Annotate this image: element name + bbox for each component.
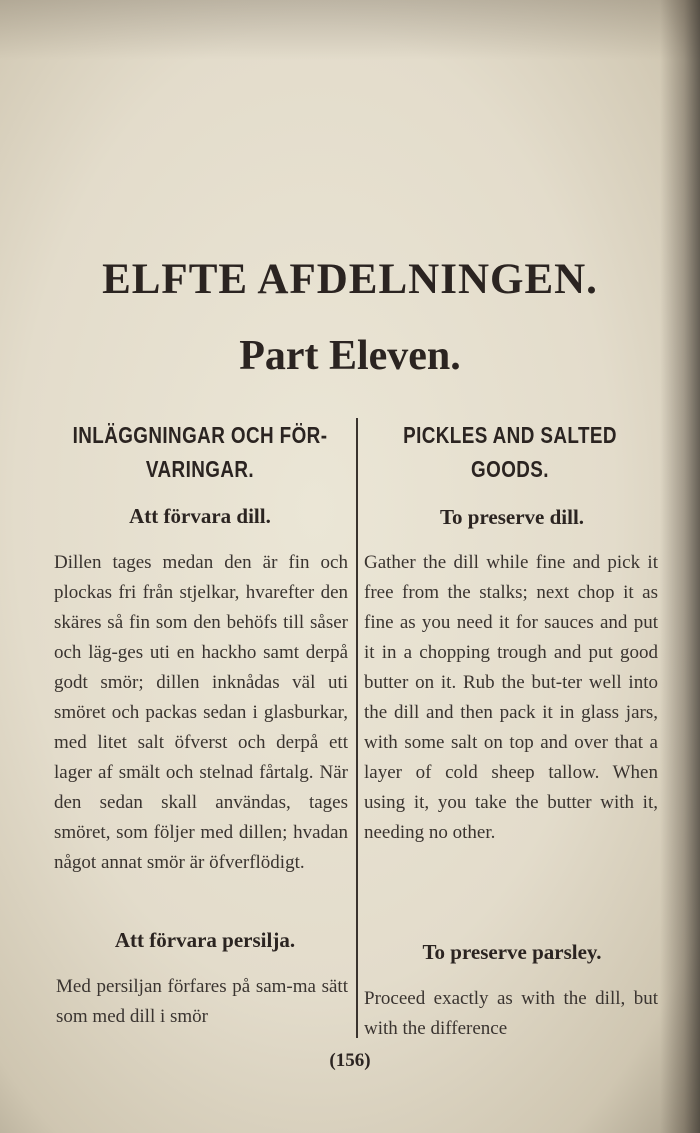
part-title-english: Part Eleven. (239, 333, 461, 379)
right-paragraph-parsley: Proceed exactly as with the dill, but with the difference (364, 988, 658, 1039)
left-paragraph-parsley: Med persiljan förfares på sam-ma sätt som med dill i smör (56, 976, 348, 1027)
left-subheading-parsley: Att förvara persilja. (114, 928, 296, 952)
right-subheading-parsley: To preserve parsley. (422, 940, 602, 964)
right-paragraph-dill: Gather the dill while fine and pick it free from the stalks; next chop it as fine as you need it for sauces and put it in a chopping trough and put good butter on it. Rub the but-ter well into the dill and then pack it in glass jars, with some salt on top and over that a layer of cold sheep tallow. When using it, you take the butter with it, needing no other. (364, 552, 658, 843)
page-edge-shadow (660, 0, 700, 1133)
part-title-swedish: ELFTE AFDELNINGEN. (102, 256, 598, 303)
left-section-heading: INLÄGGNINGAR OCH FÖR-VARINGAR. (72, 422, 328, 482)
left-paragraph-dill: Dillen tages medan den är fin och plockas fri från stjelkar, hvarefter den skäres så fin som den behöfs till såser och läg-ges uti en hackho samt derpå godt smör; dillen inknådas väl uti smöret och packas sedan i glasburkar, med litet salt öfverst och derpå ett lager af smält och stelnad fårtalg. När den sedan skall användas, tages smöret, som följer med dillen; hvadan något annat smör är öfverflödigt. (54, 552, 348, 873)
page-top-shadow (0, 0, 700, 60)
left-subheading-dill: Att förvara dill. (129, 504, 271, 528)
right-subheading-dill: To preserve dill. (439, 505, 585, 529)
right-section-heading: PICKLES AND SALTED GOODS. (403, 422, 617, 482)
column-divider (356, 418, 358, 1038)
page-number: (156) (329, 1050, 371, 1071)
